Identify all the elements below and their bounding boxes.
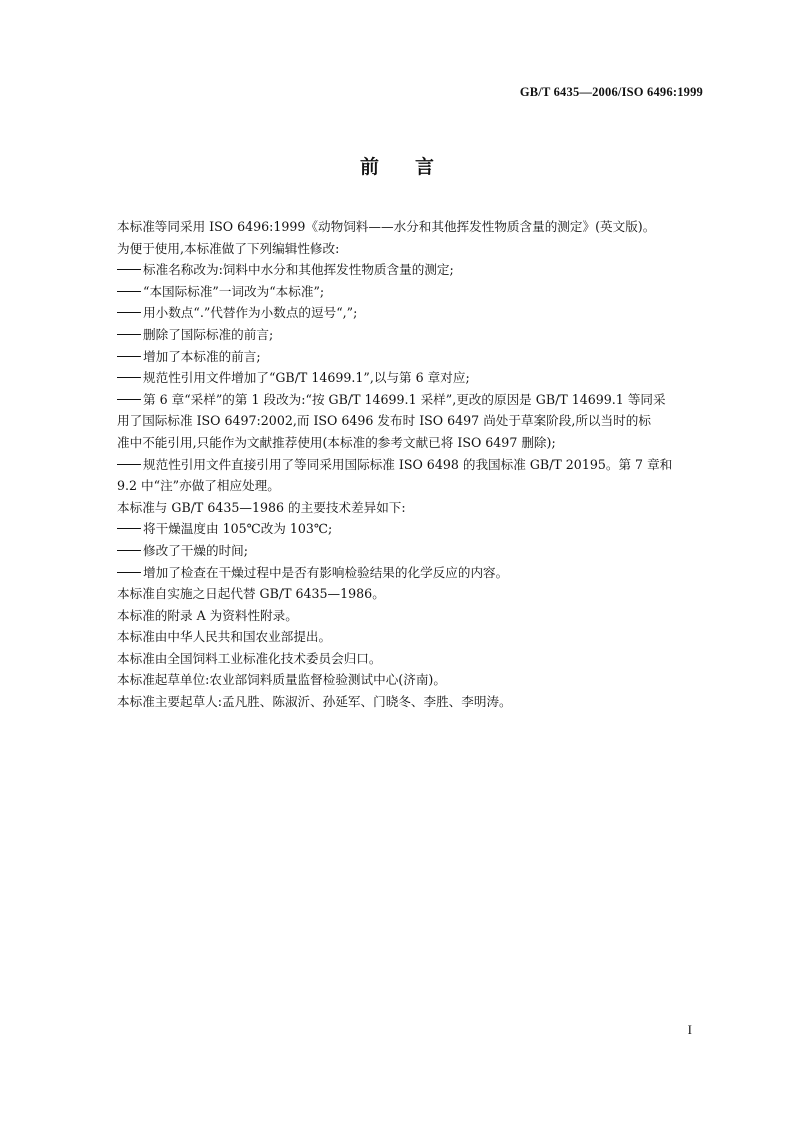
paragraph-drafting-unit: 本标准起草单位:农业部饲料质量监督检验测试中心(济南)。 — [117, 672, 446, 688]
list-item-line: 9.2 中“注”亦做了相应处理。 — [117, 478, 280, 494]
list-item: 修改了干燥的时间; — [117, 540, 705, 562]
dash-marker — [117, 269, 141, 270]
dash-marker — [117, 334, 141, 335]
list-item-line: 第 6 章“采样”的第 1 段改为:“按 GB/T 14699.1 采样”,更改的原因是 GB/T 14699.1 等同采 — [143, 389, 705, 411]
dash-marker — [117, 356, 141, 357]
dash-marker — [117, 377, 141, 378]
dash-marker — [117, 399, 141, 400]
paragraph-drafters: 本标准主要起草人:孟凡胜、陈淑沂、孙延军、门晓冬、李胜、李明涛。 — [117, 694, 512, 710]
list-item: 用小数点“.”代替作为小数点的逗号“,”; — [117, 302, 705, 324]
list-item-line: 准中不能引用,只能作为文献推荐使用(本标准的参考文献已将 ISO 6497 删除); — [117, 434, 556, 450]
paragraph-editorial-intro: 为便于使用,本标准做了下列编辑性修改: — [117, 240, 340, 256]
paragraph-proposed-by: 本标准由中华人民共和国农业部提出。 — [117, 629, 332, 645]
list-item: 将干燥温度由 105℃改为 103℃; — [117, 518, 705, 540]
dash-marker — [117, 291, 141, 292]
foreword-body — [117, 216, 705, 713]
list-item — [117, 454, 705, 497]
list-item: 增加了本标准的前言; — [117, 346, 705, 368]
dash-marker — [117, 464, 141, 465]
paragraph-adoption: 本标准等同采用 ISO 6496:1999《动物饲料——水分和其他挥发性物质含量的测定》(英文版)。 — [117, 219, 656, 234]
list-item-line: 规范性引用文件直接引用了等同采用国际标准 ISO 6498 的我国标准 GB/T 20195。第 7 章和 — [143, 454, 705, 476]
dash-marker — [117, 550, 141, 551]
list-item: 增加了检查在干燥过程中是否有影响检验结果的化学反应的内容。 — [117, 562, 705, 584]
dash-marker — [117, 312, 141, 313]
paragraph-replaces: 本标准自实施之日起代替 GB/T 6435—1986。 — [117, 586, 385, 602]
dash-marker — [117, 572, 141, 573]
paragraph-annex: 本标准的附录 A 为资料性附录。 — [117, 607, 298, 623]
paragraph-under-jurisdiction: 本标准由全国饲料工业标准化技术委员会归口。 — [117, 650, 382, 666]
list-item: “本国际标准”一词改为“本标准”; — [117, 281, 705, 303]
list-item: 删除了国际标准的前言; — [117, 324, 705, 346]
paragraph-technical-differences: 本标准与 GB/T 6435—1986 的主要技术差异如下: — [117, 499, 406, 515]
standard-code-header: GB/T 6435—2006/ISO 6496:1999 — [519, 85, 703, 99]
list-item: 规范性引用文件增加了“GB/T 14699.1”,以与第 6 章对应; — [117, 367, 705, 389]
list-item: 标准名称改为:饲料中水分和其他挥发性物质含量的测定; — [117, 259, 705, 281]
page-number: I — [687, 1022, 692, 1037]
page-title: 前言 — [359, 156, 470, 178]
dash-marker — [117, 528, 141, 529]
list-item-line: 用了国际标准 ISO 6497:2002,而 ISO 6496 发布时 ISO 6497 尚处于草案阶段,所以当时的标 — [117, 413, 651, 429]
list-item — [117, 389, 705, 454]
